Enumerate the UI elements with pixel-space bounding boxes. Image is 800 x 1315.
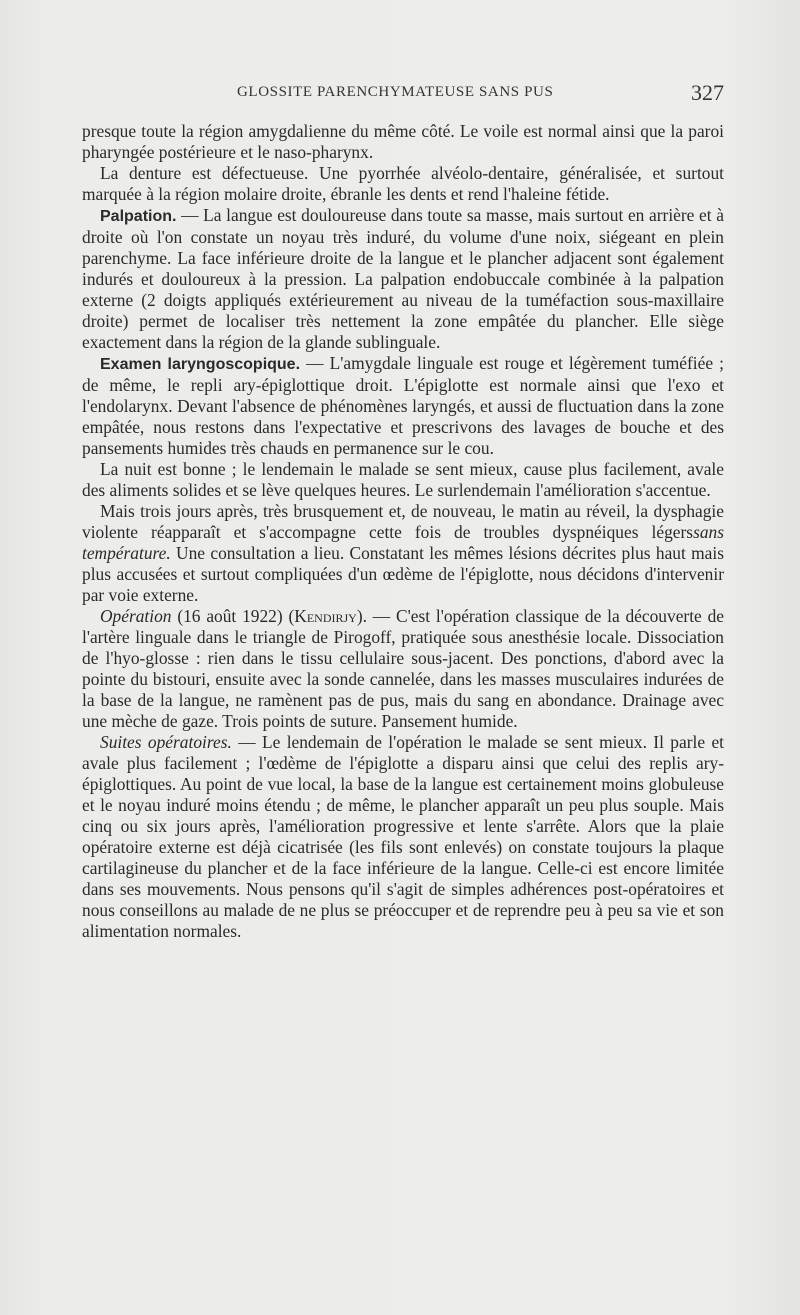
paragraph-palpation: [82, 205, 724, 353]
section-lead-laryngoscopy: Examen laryngoscopique.: [100, 356, 301, 373]
section-lead-operation: Opération: [100, 606, 172, 626]
paragraph-text: La nuit est bonne ; le lendemain le malade se sent mieux, cause plus facilement, avale des aliments solides et se lève quelques heures. Le surlendemain l'amélioration s'accentue.: [82, 459, 724, 500]
running-head: [84, 80, 724, 108]
paragraph-relapse: [82, 501, 724, 606]
surgeon-name: Kendirjy: [294, 606, 357, 626]
running-title: GLOSSITE PARENCHYMATEUSE SANS PUS: [237, 84, 554, 100]
paragraph-text: Une consultation a lieu. Constatant les mêmes lésions décrites plus haut mais plus accusées et surtout compliquées d'un œdème de l'épiglotte, nous décidons d'intervenir par voie externe.: [82, 543, 724, 605]
paragraph-text: Mais trois jours après, très brusquement et, de nouveau, le matin au réveil, la dysphagie violente réapparaît et s'accompagne cette fois de troubles dyspnéiques légers: [82, 501, 724, 542]
paragraph-postop: [82, 732, 724, 942]
emphasis-text: sans température.: [82, 522, 724, 563]
paragraph-text: (16 août 1922) (: [171, 606, 295, 626]
paragraph-night: [82, 459, 724, 501]
section-lead-palpation: Palpation.: [100, 208, 177, 225]
paragraph-text: presque toute la région amygdalienne du même côté. Le voile est normal ainsi que la paroi pharyngée postérieure et le naso-pharynx.: [82, 121, 724, 162]
paragraph-laryngoscopy: [82, 353, 724, 459]
paragraph-operation: [82, 606, 724, 732]
paragraph-text: — La langue est douloureuse dans toute sa masse, mais surtout en arrière et à droite où l'on constate un noyau très induré, du volume d'une noix, siégeant en plein parenchyme. La face inférieure droite de la langue et le plancher adjacent sont également indurés et douloureux à la pression. La palpation endobuccale combinée à la palpation externe (2 doigts appliqués extérieurement au niveau de la tuméfaction sous-maxillaire droite) permet de localiser très nettement la zone empâtée du plancher. Elle siège exactement dans la région de la glande sublinguale.: [82, 205, 724, 352]
paragraph-text: La denture est défectueuse. Une pyorrhée alvéolo-dentaire, généralisée, et surtout marquée à la région molaire droite, ébranle les dents et rend l'haleine fétide.: [82, 163, 724, 204]
body-text: [82, 121, 724, 942]
paragraph-text: ). — C'est l'opération classique de la découverte de l'artère linguale dans le triangle de Pirogoff, pratiquée sous anesthésie locale. Dissociation de l'hyo-glosse : rien dans le tissu cellulaire sous-jacent. Des ponctions, d'abord avec la pointe du bistouri, ensuite avec la sonde cannelée, dans les masses musculaires indurées de la base de la langue, ne ramènent pas de pus, mais du sang en abondance. Drainage avec une mèche de gaze. Trois points de suture. Pansement humide.: [82, 606, 724, 731]
paragraph-denture: [82, 163, 724, 205]
paragraph-text: — Le lendemain de l'opération le malade se sent mieux. Il parle et avale plus facilement ; l'œdème de l'épiglotte a disparu ainsi que celui des replis ary-épiglottiques. Au point de vue local, la base de la langue est certainement moins globuleuse et le noyau induré moins étendu ; de même, le plancher apparaît un peu plus souple. Mais cinq ou six jours après, l'amélioration progressive et lente s'arrête. Alors que la plaie opératoire externe est déjà cicatrisée (les fils sont enlevés) on constate toujours la plaque cartilagineuse du plancher et de la face inférieure de la langue. Celle-ci est encore limitée dans ses mouvements. Nous pensons qu'il s'agit de simples adhérences post-opératoires et nous conseillons au malade de ne plus se préoccuper et de reprendre peu à peu sa vie et son alimentation normales.: [82, 732, 724, 941]
paragraph-continuation: [82, 121, 724, 163]
section-lead-postop: Suites opératoires.: [100, 732, 232, 752]
page-number: 327: [691, 80, 724, 105]
paragraph-text: — L'amygdale linguale est rouge et légèrement tuméfiée ; de même, le repli ary-épiglottique droit. L'épiglotte est normale ainsi que l'exo et l'endolarynx. Devant l'absence de phénomènes laryngés, et aussi de fluctuation dans la zone empâtée, nous restons dans l'expectative et prescrivons des lavages de bouche et des pansements humides très chauds en permanence sur le cou.: [82, 353, 724, 458]
